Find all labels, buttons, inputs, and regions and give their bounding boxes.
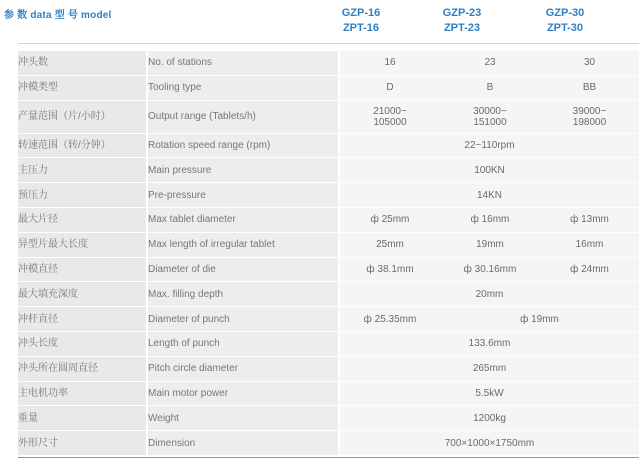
param-name-cn: 主压力: [18, 158, 148, 183]
table-row: [18, 51, 639, 76]
range-max: 151000: [473, 116, 507, 128]
model-code: GZP-16: [341, 7, 381, 19]
value-cell: BB: [540, 76, 639, 101]
spec-header: [0, 0, 639, 44]
table-row: [18, 282, 639, 307]
model-code: GZP-23: [442, 7, 482, 19]
param-name-cn: 冲头所在圆周直径: [18, 357, 148, 382]
model-column-header: [316, 6, 406, 36]
param-name-en: Pitch circle diameter: [148, 357, 340, 382]
model-code-alt: ZPT-30: [546, 22, 584, 34]
param-name-cn: 预压力: [18, 183, 148, 208]
range-min: 30000~: [473, 105, 507, 117]
param-name-cn: 冲模类型: [18, 76, 148, 101]
table-row: [18, 382, 639, 407]
model-code-alt: ZPT-23: [443, 22, 481, 34]
value-cell-span: 133.6mm: [340, 332, 639, 357]
param-name-en: Main pressure: [148, 158, 340, 183]
value-cell-span: 22~110rpm: [340, 134, 639, 159]
value-cell: [340, 101, 440, 134]
param-name-en: Output range (Tablets/h): [148, 101, 340, 134]
table-row: [18, 208, 639, 233]
value-cell: 23: [440, 51, 540, 76]
value-cell-span: 1200kg: [340, 406, 639, 431]
param-name-en: Main motor power: [148, 382, 340, 407]
value-cell-span: 265mm: [340, 357, 639, 382]
value-cell-span: 14KN: [340, 183, 639, 208]
param-name-cn: 外形尺寸: [18, 431, 148, 456]
param-name-en: Pre-pressure: [148, 183, 340, 208]
param-name-en: Length of punch: [148, 332, 340, 357]
table-title: 参 数 data 型 号 model: [4, 10, 112, 21]
model-code: GZP-30: [545, 7, 585, 19]
value-cell: ф 16mm: [440, 208, 540, 233]
range-max: 198000: [572, 116, 607, 128]
value-cell-span: 20mm: [340, 282, 639, 307]
value-cell: 19mm: [440, 233, 540, 258]
value-cell: [540, 101, 639, 134]
param-name-cn: 异型片最大长度: [18, 233, 148, 258]
param-name-en: Max. filling depth: [148, 282, 340, 307]
param-name-en: Dimension: [148, 431, 340, 456]
table-row: [18, 357, 639, 382]
param-name-cn: 重量: [18, 406, 148, 431]
table-row: [18, 307, 639, 332]
range-max: 105000: [373, 116, 407, 128]
param-name-en: Diameter of punch: [148, 307, 340, 332]
table-row: [18, 158, 639, 183]
table-row: [18, 76, 639, 101]
spec-table: [18, 51, 639, 456]
value-cell: D: [340, 76, 440, 101]
table-row: [18, 101, 639, 134]
value-cell-span: ф 19mm: [440, 307, 639, 332]
table-row: [18, 233, 639, 258]
range-min: 39000~: [572, 105, 607, 117]
param-name-cn: 最大填充深度: [18, 282, 148, 307]
table-row: [18, 332, 639, 357]
value-cell: ф 30.16mm: [440, 258, 540, 283]
value-cell-span: 5.5kW: [340, 382, 639, 407]
table-bottom-rule: [18, 457, 639, 458]
param-name-en: Diameter of die: [148, 258, 340, 283]
value-cell: ф 38.1mm: [340, 258, 440, 283]
value-cell: 16mm: [540, 233, 639, 258]
param-name-en: Max length of irregular tablet: [148, 233, 340, 258]
table-row: [18, 406, 639, 431]
value-cell: ф 25mm: [340, 208, 440, 233]
header-divider: [18, 43, 639, 44]
param-name-en: Rotation speed range (rpm): [148, 134, 340, 159]
param-name-en: Tooling type: [148, 76, 340, 101]
param-name-cn: 冲模直径: [18, 258, 148, 283]
value-cell: ф 25.35mm: [340, 307, 440, 332]
model-code-alt: ZPT-16: [342, 22, 380, 34]
table-row: [18, 183, 639, 208]
value-cell: ф 13mm: [540, 208, 639, 233]
param-name-cn: 冲杆直径: [18, 307, 148, 332]
table-row: [18, 134, 639, 159]
value-cell: [440, 101, 540, 134]
table-row: [18, 431, 639, 456]
value-cell-span: 100KN: [340, 158, 639, 183]
param-name-cn: 转速范围（转/分钟）: [18, 134, 148, 159]
table-row: [18, 258, 639, 283]
value-cell: ф 24mm: [540, 258, 639, 283]
value-cell: 25mm: [340, 233, 440, 258]
param-name-cn: 产量范围（片/小时）: [18, 101, 148, 134]
value-cell: 30: [540, 51, 639, 76]
param-name-cn: 冲头长度: [18, 332, 148, 357]
range-min: 21000~: [373, 105, 407, 117]
param-name-cn: 最大片径: [18, 208, 148, 233]
param-name-cn: 冲头数: [18, 51, 148, 76]
param-name-en: Weight: [148, 406, 340, 431]
value-cell: B: [440, 76, 540, 101]
model-column-header: [417, 6, 507, 36]
param-name-en: No. of stations: [148, 51, 340, 76]
value-cell: 16: [340, 51, 440, 76]
param-name-cn: 主电机功率: [18, 382, 148, 407]
param-name-en: Max tablet diameter: [148, 208, 340, 233]
value-cell-span: 700×1000×1750mm: [340, 431, 639, 456]
model-column-header: [520, 6, 610, 36]
